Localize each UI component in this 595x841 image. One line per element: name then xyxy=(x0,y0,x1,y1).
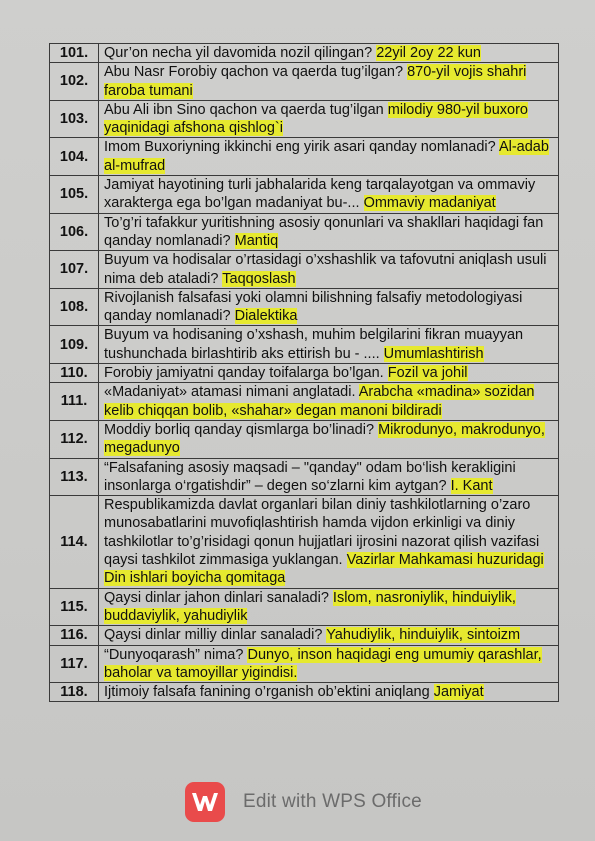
question-text: “Falsafaning asosiy maqsadi – "qanday" odam bo‘lish kerakligini insonlarga o‘rgatishdir” – degen so‘zlarni kim aytgan? xyxy=(104,459,516,494)
question-number: 102. xyxy=(50,63,99,101)
answer-highlight: 22yil 2oy 22 kun xyxy=(376,45,481,61)
question-row xyxy=(50,645,559,683)
wps-edit-banner[interactable] xyxy=(185,780,445,824)
answer-highlight: Umumlashtirish xyxy=(383,345,484,362)
wps-edit-label: Edit with WPS Office xyxy=(243,791,422,812)
question-cell xyxy=(99,645,559,683)
question-text: Jamiyat hayotining turli jabhalarida keng tarqalayotgan va ommaviy xarakterga ega bo’lgan madaniyat bu-... xyxy=(104,177,536,212)
question-number: 112. xyxy=(50,420,99,458)
question-row xyxy=(50,251,559,289)
question-text: Respublikamizda davlat organlari bilan diniy tashkilotlarning o’zaro munosabatlarini muvofiqlashtirish hamda vijdon erkinligi va diniy tashkilotlar to’g’risidagi qonun hujjatlari ijrosini nazorat qilish vazifasi qaysi tashkilot zimmasiga yuklangan. xyxy=(104,497,540,569)
question-cell xyxy=(99,683,559,702)
question-number: 108. xyxy=(50,288,99,326)
question-row xyxy=(50,288,559,326)
question-text: To’g’ri tafakkur yuritishning asosiy qonunlari va shakllari haqidagi fan qanday nomlanadi? xyxy=(104,214,544,249)
wps-logo-icon xyxy=(185,782,225,822)
question-text: Ijtimoiy falsafa fanining o’rganish ob’ektini aniqlang xyxy=(104,684,430,701)
answer-highlight: Arabcha «madina» sozidan kelib chiqqan bolib, «shahar» degan manoni bildiradi xyxy=(104,384,535,419)
answer-highlight: 870-yil vojis shahri faroba tumani xyxy=(104,64,527,99)
question-number: 104. xyxy=(50,138,99,176)
question-number: 110. xyxy=(50,364,99,383)
question-text: Moddiy borliq qanday qismlarga bo’linadi? xyxy=(104,421,375,438)
question-cell xyxy=(99,626,559,645)
answer-highlight: Taqqoslash xyxy=(222,270,296,287)
question-row xyxy=(50,626,559,645)
question-number: 109. xyxy=(50,326,99,364)
question-cell xyxy=(99,588,559,626)
question-cell xyxy=(99,420,559,458)
answer-highlight: Al-adab al-mufrad xyxy=(104,139,549,174)
question-number: 111. xyxy=(50,383,99,421)
answer-highlight: Dunyo, inson haqidagi eng umumiy qarashlar, baholar va tamoyillar yigindisi. xyxy=(104,646,542,681)
question-cell xyxy=(99,63,559,101)
question-text: «Madaniyat» atamasi nimani anglatadi. xyxy=(104,384,356,401)
question-row xyxy=(50,326,559,364)
question-row xyxy=(50,683,559,702)
answer-highlight: Dialektika xyxy=(234,308,298,325)
question-row xyxy=(50,420,559,458)
question-text: Imom Buxoriyning ikkinchi eng yirik asari qanday nomlanadi? xyxy=(104,139,496,156)
answer-highlight: Yahudiylik, hinduiylik, sintoizm xyxy=(326,627,521,644)
question-table xyxy=(49,43,559,702)
question-cell xyxy=(99,326,559,364)
question-cell xyxy=(99,100,559,138)
question-cell xyxy=(99,44,559,63)
question-cell xyxy=(99,176,559,214)
question-row xyxy=(50,176,559,214)
question-number: 114. xyxy=(50,496,99,588)
question-cell xyxy=(99,138,559,176)
question-text: Abu Ali ibn Sino qachon va qaerda tug’ilgan xyxy=(104,101,384,118)
question-row xyxy=(50,588,559,626)
question-cell xyxy=(99,251,559,289)
question-number: 107. xyxy=(50,251,99,289)
question-text: Qaysi dinlar jahon dinlari sanaladi? xyxy=(104,589,329,606)
question-number: 103. xyxy=(50,100,99,138)
answer-highlight: I. Kant xyxy=(450,477,493,494)
question-cell xyxy=(99,383,559,421)
question-number: 113. xyxy=(50,458,99,496)
question-row xyxy=(50,458,559,496)
answer-highlight: Vazirlar Mahkamasi huzuridagi Din ishlari boyicha qomitaga xyxy=(104,552,544,587)
answer-highlight: Jamiyat xyxy=(433,684,484,701)
question-row xyxy=(50,138,559,176)
answer-highlight: Fozil va johil xyxy=(387,365,468,382)
question-number: 101. xyxy=(50,44,99,63)
question-number: 105. xyxy=(50,176,99,214)
question-number: 117. xyxy=(50,645,99,683)
answer-highlight: Ommaviy madaniyat xyxy=(363,195,496,212)
question-cell xyxy=(99,213,559,251)
answer-highlight: Islom, nasroniylik, hinduiylik, buddaviylik, yahudiylik xyxy=(104,589,516,624)
answer-highlight: Mantiq xyxy=(234,232,279,249)
answer-highlight: Mikrodunyo, makrodunyo, megadunyo xyxy=(104,421,545,457)
question-cell xyxy=(99,458,559,496)
question-text: Qur’on necha yil davomida nozil qilingan? xyxy=(104,45,373,61)
question-row xyxy=(50,100,559,138)
question-row xyxy=(50,44,559,63)
question-text: “Dunyoqarash” nima? xyxy=(104,646,244,663)
question-row xyxy=(50,496,559,588)
question-row xyxy=(50,63,559,101)
question-text: Abu Nasr Forobiy qachon va qaerda tug’ilgan? xyxy=(104,64,404,81)
question-row xyxy=(50,213,559,251)
question-number: 116. xyxy=(50,626,99,645)
question-text: Buyum va hodisaning o’xshash, muhim belgilarini fikran muayyan tushunchada birlashtirib aks ettirish bu - .... xyxy=(104,327,524,362)
question-cell xyxy=(99,496,559,588)
question-text: Rivojlanish falsafasi yoki olamni bilishning falsafiy metodologiyasi qanday nomlanadi? xyxy=(104,289,523,325)
question-text: Qaysi dinlar milliy dinlar sanaladi? xyxy=(104,627,323,644)
question-text: Buyum va hodisalar o’rtasidagi o’xshashlik va tafovutni aniqlash usuli nima deb ataladi? xyxy=(104,252,547,287)
answer-highlight: milodiy 980-yil buxoro yaqinidagi afshona qishlog`i xyxy=(104,101,528,137)
question-rows xyxy=(50,44,559,702)
question-number: 115. xyxy=(50,588,99,626)
question-text: Forobiy jamiyatni qanday toifalarga bo’lgan. xyxy=(104,365,384,382)
question-row xyxy=(50,364,559,383)
question-row xyxy=(50,383,559,421)
question-cell xyxy=(99,288,559,326)
question-cell xyxy=(99,364,559,383)
question-number: 106. xyxy=(50,213,99,251)
question-number: 118. xyxy=(50,683,99,702)
